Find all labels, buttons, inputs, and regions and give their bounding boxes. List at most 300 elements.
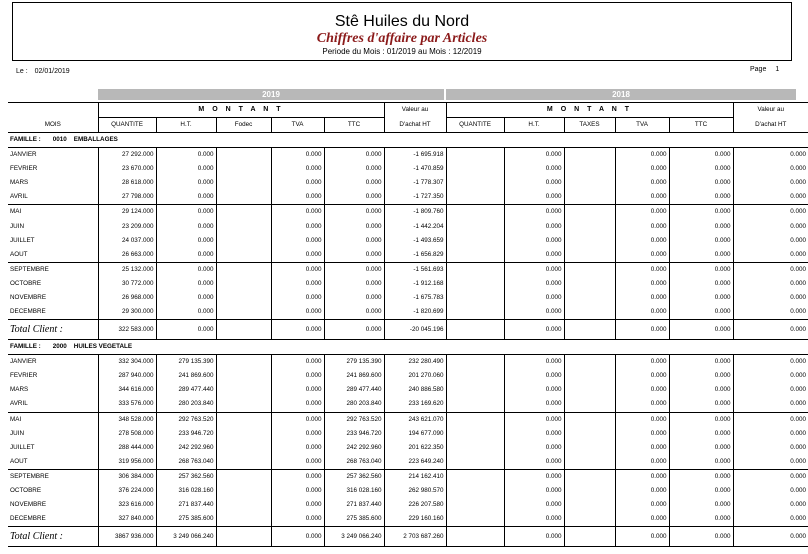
header-row-montant <box>8 103 808 118</box>
table-row <box>8 291 808 305</box>
valeur-2018-cell: 0.000 <box>733 427 808 441</box>
quantite-2018-cell <box>446 176 504 190</box>
quantite-2019-cell: 29 300.000 <box>98 305 156 320</box>
header-blank <box>8 103 98 118</box>
ttc-2019-cell: 0.000 <box>324 176 384 190</box>
tva-2018-cell: 0.000 <box>615 427 669 441</box>
ht-2018-cell: 0.000 <box>504 427 564 441</box>
quantite-2018-cell <box>446 219 504 233</box>
ttc-2018-cell: 0.000 <box>669 219 733 233</box>
ht-2018-cell: 0.000 <box>504 219 564 233</box>
ttc-2018-cell: 0.000 <box>669 234 733 248</box>
page-number: 1 <box>775 66 780 73</box>
quantite-2019-cell: 306 384.000 <box>98 469 156 484</box>
ttc-2019-cell: 233 946.720 <box>324 427 384 441</box>
valeur-2018-cell: 0.000 <box>733 441 808 455</box>
taxes-2018-cell <box>564 355 615 370</box>
quantite-2019-cell: 23 670.000 <box>98 162 156 176</box>
month-cell: SEPTEMBRE <box>10 265 49 273</box>
valeur-2019-cell: -1 656.829 <box>384 248 446 263</box>
tva-2018-cell: 0.000 <box>615 484 669 498</box>
quantite-2018-cell <box>446 262 504 277</box>
ht-2019-cell: 292 763.520 <box>156 412 216 427</box>
month-cell: MAI <box>10 415 22 423</box>
quantite-2018-cell <box>446 291 504 305</box>
valeur-2018-cell: 0.000 <box>733 455 808 470</box>
quantite-2019-cell: 287 940.000 <box>98 369 156 383</box>
ht-2018-cell: 0.000 <box>504 205 564 220</box>
ht-2018-cell: 0.000 <box>504 277 564 291</box>
tva-2018-cell: 0.000 <box>615 162 669 176</box>
month-cell: OCTOBRE <box>10 487 42 495</box>
total-quantite-2018 <box>446 320 504 340</box>
ttc-2018-cell: 0.000 <box>669 291 733 305</box>
fodec-2019-cell <box>216 455 271 470</box>
valeur-2019-cell: -1 470.859 <box>384 162 446 176</box>
date-label: Le : <box>16 68 28 75</box>
famille-row <box>8 133 808 148</box>
ttc-2019-cell: 0.000 <box>324 234 384 248</box>
ttc-2019-cell: 241 869.600 <box>324 369 384 383</box>
ht-2018-cell: 0.000 <box>504 190 564 205</box>
valeur-2019-cell: 262 980.570 <box>384 484 446 498</box>
quantite-2018-cell <box>446 205 504 220</box>
ht-2019-cell: 0.000 <box>156 277 216 291</box>
month-cell: JUIN <box>10 222 24 230</box>
table-row <box>8 262 808 277</box>
quantite-2018-cell <box>446 369 504 383</box>
total-tva-2019: 0.000 <box>271 527 324 547</box>
tva-2018-cell: 0.000 <box>615 190 669 205</box>
tva-2018-cell: 0.000 <box>615 498 669 512</box>
ht-2019-cell: 242 292.960 <box>156 441 216 455</box>
table-row <box>8 397 808 412</box>
tva-2019-cell: 0.000 <box>271 248 324 263</box>
fodec-2019-cell <box>216 441 271 455</box>
month-cell: DECEMBRE <box>10 515 46 523</box>
ht-2018-cell: 0.000 <box>504 412 564 427</box>
month-cell: DECEMBRE <box>10 308 46 316</box>
quantite-2019-cell: 319 956.000 <box>98 455 156 470</box>
ht-2019-cell: 0.000 <box>156 291 216 305</box>
quantite-2019-cell: 26 968.000 <box>98 291 156 305</box>
ht-2018-cell: 0.000 <box>504 148 564 163</box>
total-quantite-2019: 322 583.000 <box>98 320 156 340</box>
total-fodec-2019 <box>216 527 271 547</box>
quantite-2018-cell <box>446 277 504 291</box>
ttc-2018-cell: 0.000 <box>669 355 733 370</box>
col-tva-2018: TVA <box>615 118 669 133</box>
valeur-2018-cell: 0.000 <box>733 305 808 320</box>
quantite-2019-cell: 278 508.000 <box>98 427 156 441</box>
valeur-2018-cell: 0.000 <box>733 234 808 248</box>
valeur-2018-cell: 0.000 <box>733 355 808 370</box>
fodec-2019-cell <box>216 383 271 397</box>
tva-2019-cell: 0.000 <box>271 234 324 248</box>
table-row <box>8 277 808 291</box>
tva-2019-cell: 0.000 <box>271 205 324 220</box>
tva-2019-cell: 0.000 <box>271 277 324 291</box>
ttc-2018-cell: 0.000 <box>669 397 733 412</box>
valeur-2019-cell: -1 561.693 <box>384 262 446 277</box>
valeur-2018-cell: 0.000 <box>733 277 808 291</box>
quantite-2018-cell <box>446 148 504 163</box>
tva-2019-cell: 0.000 <box>271 262 324 277</box>
valeur-2019-cell: -1 820.699 <box>384 305 446 320</box>
total-valeur-2019: -20 045.196 <box>384 320 446 340</box>
table-row <box>8 190 808 205</box>
ttc-2019-cell: 316 028.160 <box>324 484 384 498</box>
valeur-2018-cell: 0.000 <box>733 248 808 263</box>
tva-2019-cell: 0.000 <box>271 498 324 512</box>
fodec-2019-cell <box>216 412 271 427</box>
ht-2018-cell: 0.000 <box>504 305 564 320</box>
ht-2019-cell: 0.000 <box>156 248 216 263</box>
month-cell: JANVIER <box>10 358 37 366</box>
taxes-2018-cell <box>564 148 615 163</box>
fodec-2019-cell <box>216 469 271 484</box>
col-ht-2018: H.T. <box>504 118 564 133</box>
ttc-2019-cell: 292 763.520 <box>324 412 384 427</box>
ttc-2019-cell: 279 135.390 <box>324 355 384 370</box>
month-cell: FEVRIER <box>10 372 38 380</box>
fodec-2019-cell <box>216 498 271 512</box>
total-tva-2018: 0.000 <box>615 320 669 340</box>
ht-2018-cell: 0.000 <box>504 162 564 176</box>
ht-2018-cell: 0.000 <box>504 484 564 498</box>
table-row <box>8 455 808 470</box>
ht-2018-cell: 0.000 <box>504 262 564 277</box>
quantite-2018-cell <box>446 484 504 498</box>
montant-header-2018: M O N T A N T <box>446 103 733 118</box>
table-row <box>8 427 808 441</box>
month-cell: JUILLET <box>10 443 35 451</box>
ttc-2019-cell: 0.000 <box>324 248 384 263</box>
tva-2019-cell: 0.000 <box>271 291 324 305</box>
valeur-2019-cell: 194 677.090 <box>384 427 446 441</box>
ttc-2019-cell: 289 477.440 <box>324 383 384 397</box>
montant-header-2019: M O N T A N T <box>98 103 384 118</box>
famille-label: FAMILLE : <box>10 343 41 351</box>
ht-2018-cell: 0.000 <box>504 397 564 412</box>
table-row <box>8 469 808 484</box>
quantite-2019-cell: 344 616.000 <box>98 383 156 397</box>
ht-2019-cell: 0.000 <box>156 190 216 205</box>
total-ttc-2019: 3 249 066.240 <box>324 527 384 547</box>
quantite-2018-cell <box>446 162 504 176</box>
quantite-2018-cell <box>446 427 504 441</box>
page-label: Page <box>750 66 767 73</box>
valeur-2018-cell: 0.000 <box>733 162 808 176</box>
taxes-2018-cell <box>564 277 615 291</box>
total-row <box>8 320 808 340</box>
valeur-2019-cell: 240 886.580 <box>384 383 446 397</box>
taxes-2018-cell <box>564 291 615 305</box>
quantite-2018-cell <box>446 383 504 397</box>
famille-row <box>8 340 808 355</box>
tva-2019-cell: 0.000 <box>271 219 324 233</box>
valeur-header-2019: Valeur au <box>384 103 446 118</box>
total-valeur-2019: 2 703 687.260 <box>384 527 446 547</box>
fodec-2019-cell <box>216 190 271 205</box>
ht-2019-cell: 0.000 <box>156 148 216 163</box>
ht-2019-cell: 0.000 <box>156 205 216 220</box>
col-mois: MOIS <box>8 118 98 133</box>
valeur-2019-cell: -1 778.307 <box>384 176 446 190</box>
table-row <box>8 219 808 233</box>
taxes-2018-cell <box>564 469 615 484</box>
month-cell: MARS <box>10 179 29 187</box>
ttc-2019-cell: 257 362.560 <box>324 469 384 484</box>
table-row <box>8 148 808 163</box>
tva-2019-cell: 0.000 <box>271 148 324 163</box>
ttc-2019-cell: 271 837.440 <box>324 498 384 512</box>
taxes-2018-cell <box>564 248 615 263</box>
tva-2019-cell: 0.000 <box>271 441 324 455</box>
tva-2019-cell: 0.000 <box>271 427 324 441</box>
total-ttc-2018: 0.000 <box>669 320 733 340</box>
ht-2018-cell: 0.000 <box>504 512 564 527</box>
col-valeur-2019: D'achat HT <box>384 118 446 133</box>
valeur-2019-cell: -1 675.783 <box>384 291 446 305</box>
ttc-2019-cell: 268 763.040 <box>324 455 384 470</box>
total-ttc-2019: 0.000 <box>324 320 384 340</box>
fodec-2019-cell <box>216 262 271 277</box>
ttc-2018-cell: 0.000 <box>669 469 733 484</box>
taxes-2018-cell <box>564 205 615 220</box>
total-label: Total Client : <box>8 527 98 547</box>
fodec-2019-cell <box>216 291 271 305</box>
taxes-2018-cell <box>564 176 615 190</box>
ttc-2018-cell: 0.000 <box>669 441 733 455</box>
ttc-2019-cell: 280 203.840 <box>324 397 384 412</box>
tva-2019-cell: 0.000 <box>271 383 324 397</box>
col-valeur-2018: D'achat HT <box>733 118 808 133</box>
ttc-2018-cell: 0.000 <box>669 148 733 163</box>
ttc-2018-cell: 0.000 <box>669 248 733 263</box>
taxes-2018-cell <box>564 397 615 412</box>
ht-2019-cell: 268 763.040 <box>156 455 216 470</box>
ttc-2019-cell: 0.000 <box>324 277 384 291</box>
tva-2019-cell: 0.000 <box>271 190 324 205</box>
ttc-2019-cell: 242 292.960 <box>324 441 384 455</box>
tva-2019-cell: 0.000 <box>271 162 324 176</box>
quantite-2019-cell: 30 772.000 <box>98 277 156 291</box>
quantite-2019-cell: 348 528.000 <box>98 412 156 427</box>
report-date <box>16 68 70 75</box>
valeur-2019-cell: -1 493.659 <box>384 234 446 248</box>
taxes-2018-cell <box>564 262 615 277</box>
col-tva-2019: TVA <box>271 118 324 133</box>
total-ht-2018: 0.000 <box>504 527 564 547</box>
quantite-2018-cell <box>446 512 504 527</box>
tva-2018-cell: 0.000 <box>615 441 669 455</box>
taxes-2018-cell <box>564 219 615 233</box>
col-ttc-2018: TTC <box>669 118 733 133</box>
ht-2018-cell: 0.000 <box>504 355 564 370</box>
tva-2019-cell: 0.000 <box>271 469 324 484</box>
tva-2018-cell: 0.000 <box>615 277 669 291</box>
ttc-2019-cell: 275 385.600 <box>324 512 384 527</box>
taxes-2018-cell <box>564 162 615 176</box>
tva-2018-cell: 0.000 <box>615 469 669 484</box>
table-row <box>8 484 808 498</box>
col-ht-2019: H.T. <box>156 118 216 133</box>
ttc-2018-cell: 0.000 <box>669 484 733 498</box>
year-current-bar: 2019 <box>98 89 444 100</box>
month-cell: NOVEMBRE <box>10 501 47 509</box>
taxes-2018-cell <box>564 484 615 498</box>
tva-2018-cell: 0.000 <box>615 248 669 263</box>
valeur-2019-cell: -1 695.918 <box>384 148 446 163</box>
valeur-2019-cell: 243 621.070 <box>384 412 446 427</box>
total-fodec-2019 <box>216 320 271 340</box>
ttc-2018-cell: 0.000 <box>669 176 733 190</box>
taxes-2018-cell <box>564 441 615 455</box>
quantite-2018-cell <box>446 455 504 470</box>
ttc-2018-cell: 0.000 <box>669 412 733 427</box>
ht-2019-cell: 257 362.560 <box>156 469 216 484</box>
quantite-2018-cell <box>446 498 504 512</box>
tva-2019-cell: 0.000 <box>271 305 324 320</box>
ht-2018-cell: 0.000 <box>504 455 564 470</box>
month-cell: AVRIL <box>10 193 28 201</box>
famille-code: 0010 <box>52 136 67 143</box>
famille-cell <box>8 133 808 148</box>
ttc-2019-cell: 0.000 <box>324 205 384 220</box>
ht-2018-cell: 0.000 <box>504 383 564 397</box>
table-row <box>8 369 808 383</box>
table-row <box>8 248 808 263</box>
tva-2018-cell: 0.000 <box>615 291 669 305</box>
tva-2018-cell: 0.000 <box>615 205 669 220</box>
month-cell: FEVRIER <box>10 165 38 173</box>
quantite-2018-cell <box>446 248 504 263</box>
col-quantite-2019: QUANTITE <box>98 118 156 133</box>
tva-2018-cell: 0.000 <box>615 262 669 277</box>
ttc-2018-cell: 0.000 <box>669 277 733 291</box>
quantite-2018-cell <box>446 355 504 370</box>
quantite-2019-cell: 333 576.000 <box>98 397 156 412</box>
ttc-2019-cell: 0.000 <box>324 219 384 233</box>
famille-label: FAMILLE : <box>10 136 41 143</box>
valeur-2018-cell: 0.000 <box>733 148 808 163</box>
quantite-2019-cell: 27 798.000 <box>98 190 156 205</box>
quantite-2019-cell: 332 304.000 <box>98 355 156 370</box>
col-ttc-2019: TTC <box>324 118 384 133</box>
report-period: Periode du Mois : 01/2019 au Mois : 12/2019 <box>322 47 482 56</box>
valeur-2018-cell: 0.000 <box>733 484 808 498</box>
table-row <box>8 383 808 397</box>
valeur-2019-cell: -1 912.168 <box>384 277 446 291</box>
fodec-2019-cell <box>216 397 271 412</box>
tva-2019-cell: 0.000 <box>271 397 324 412</box>
valeur-2019-cell: 223 649.240 <box>384 455 446 470</box>
ht-2019-cell: 271 837.440 <box>156 498 216 512</box>
fodec-2019-cell <box>216 248 271 263</box>
tva-2018-cell: 0.000 <box>615 176 669 190</box>
header-row-columns <box>8 118 808 133</box>
table-row <box>8 162 808 176</box>
tva-2018-cell: 0.000 <box>615 305 669 320</box>
company-name: Stê Huiles du Nord <box>334 13 470 30</box>
taxes-2018-cell <box>564 498 615 512</box>
famille-name: EMBALLAGES <box>73 136 118 143</box>
famille-name: HUILES VEGETALE <box>73 343 133 351</box>
quantite-2018-cell <box>446 190 504 205</box>
ht-2018-cell: 0.000 <box>504 469 564 484</box>
valeur-2019-cell: -1 442.204 <box>384 219 446 233</box>
total-tva-2018: 0.000 <box>615 527 669 547</box>
ttc-2018-cell: 0.000 <box>669 305 733 320</box>
ht-2018-cell: 0.000 <box>504 176 564 190</box>
valeur-2019-cell: 229 160.160 <box>384 512 446 527</box>
quantite-2018-cell <box>446 305 504 320</box>
month-cell: MARS <box>10 386 29 394</box>
valeur-2018-cell: 0.000 <box>733 369 808 383</box>
ht-2019-cell: 316 028.160 <box>156 484 216 498</box>
ht-2018-cell: 0.000 <box>504 248 564 263</box>
ttc-2019-cell: 0.000 <box>324 190 384 205</box>
ht-2019-cell: 279 135.390 <box>156 355 216 370</box>
fodec-2019-cell <box>216 355 271 370</box>
quantite-2019-cell: 28 618.000 <box>98 176 156 190</box>
ht-2019-cell: 0.000 <box>156 305 216 320</box>
report-title: Chiffres d'affaire par Articles <box>316 31 488 46</box>
fodec-2019-cell <box>216 305 271 320</box>
report-header <box>12 2 792 61</box>
quantite-2019-cell: 24 037.000 <box>98 234 156 248</box>
valeur-2018-cell: 0.000 <box>733 176 808 190</box>
table-row <box>8 412 808 427</box>
table-row <box>8 512 808 527</box>
ttc-2019-cell: 0.000 <box>324 291 384 305</box>
valeur-2018-cell: 0.000 <box>733 291 808 305</box>
valeur-2019-cell: 214 162.410 <box>384 469 446 484</box>
quantite-2018-cell <box>446 469 504 484</box>
valeur-2019-cell: 201 622.350 <box>384 441 446 455</box>
quantite-2018-cell <box>446 441 504 455</box>
tva-2019-cell: 0.000 <box>271 484 324 498</box>
total-ht-2019: 3 249 066.240 <box>156 527 216 547</box>
valeur-2018-cell: 0.000 <box>733 469 808 484</box>
taxes-2018-cell <box>564 234 615 248</box>
taxes-2018-cell <box>564 427 615 441</box>
total-ht-2018: 0.000 <box>504 320 564 340</box>
table-row <box>8 305 808 320</box>
tva-2018-cell: 0.000 <box>615 234 669 248</box>
col-quantite-2018: QUANTITE <box>446 118 504 133</box>
valeur-2018-cell: 0.000 <box>733 262 808 277</box>
ht-2019-cell: 0.000 <box>156 234 216 248</box>
quantite-2019-cell: 29 124.000 <box>98 205 156 220</box>
fodec-2019-cell <box>216 219 271 233</box>
taxes-2018-cell <box>564 412 615 427</box>
total-label: Total Client : <box>8 320 98 340</box>
ht-2019-cell: 0.000 <box>156 162 216 176</box>
total-tva-2019: 0.000 <box>271 320 324 340</box>
ttc-2019-cell: 0.000 <box>324 162 384 176</box>
ttc-2018-cell: 0.000 <box>669 369 733 383</box>
taxes-2018-cell <box>564 455 615 470</box>
ht-2018-cell: 0.000 <box>504 369 564 383</box>
table-row <box>8 176 808 190</box>
fodec-2019-cell <box>216 427 271 441</box>
fodec-2019-cell <box>216 162 271 176</box>
total-quantite-2018 <box>446 527 504 547</box>
quantite-2018-cell <box>446 234 504 248</box>
ttc-2018-cell: 0.000 <box>669 498 733 512</box>
